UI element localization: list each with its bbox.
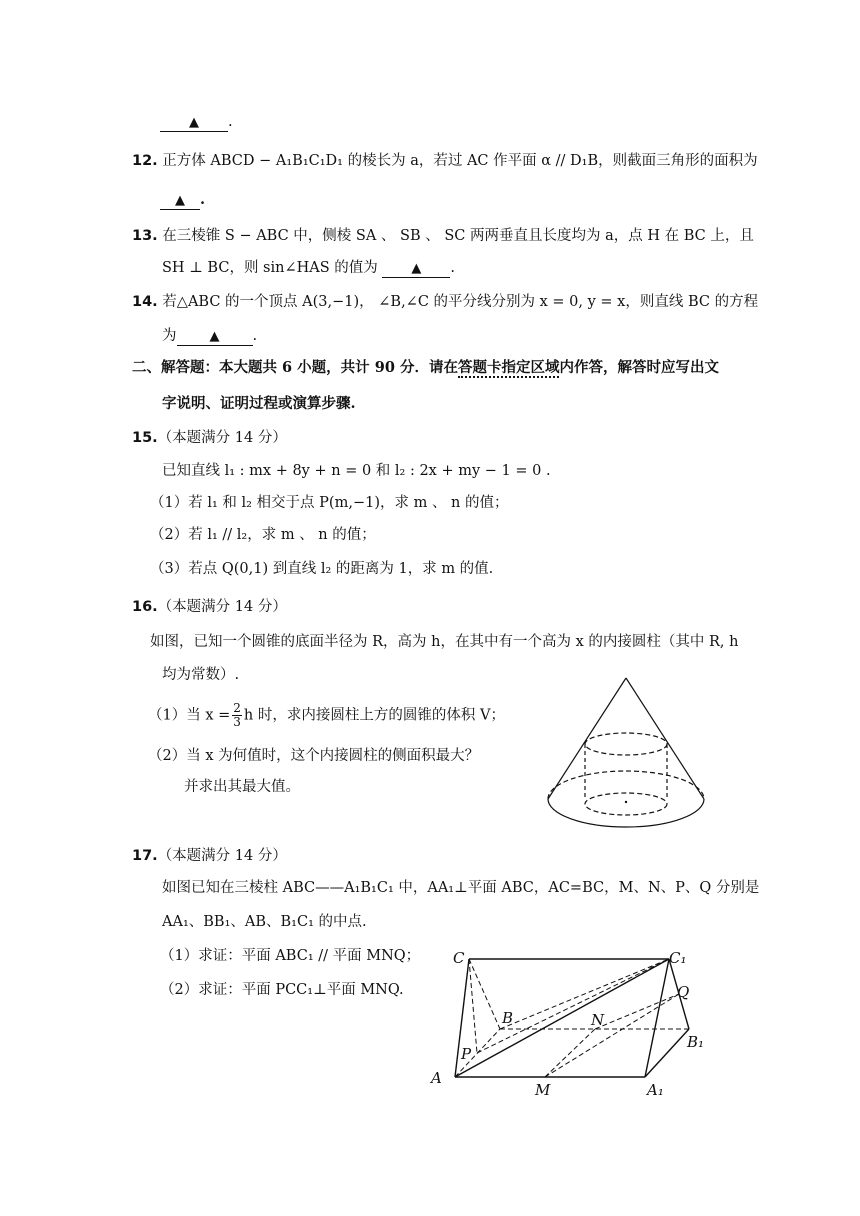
- q16-part-2: （2）当 x 为何值时，这个内接圆柱的侧面积最大？: [148, 748, 480, 764]
- q15-part-2: （2）若 l₁ // l₂，求 m 、 n 的值；: [150, 527, 376, 543]
- section-heading-line2: 字说明、证明过程或演算步骤.: [162, 395, 356, 412]
- q16-part-2-line2: 并求出其最大值。: [184, 779, 300, 795]
- q17-part-1: （1）求证：平面 ABC₁ // 平面 MNQ；: [160, 948, 421, 964]
- answer-blank: ▲: [382, 260, 450, 278]
- label-P: P: [461, 1045, 472, 1063]
- label-A1: A₁: [647, 1081, 664, 1099]
- q15-intro: 已知直线 l₁ : mx + 8y + n = 0 和 l₂ : 2x + my − 1 = 0 .: [162, 463, 551, 479]
- edge-C1-A: [455, 959, 669, 1077]
- label-N: N: [591, 1011, 605, 1029]
- label-C: C: [453, 949, 465, 967]
- answer-blank: ▲: [160, 114, 228, 132]
- cone-right-edge: [626, 678, 704, 799]
- section-heading: 二、解答题：本大题共 6 小题，共计 90 分．请在答题卡指定区域内作答，解答时应写出文: [132, 359, 719, 376]
- label-Q: Q: [677, 983, 690, 1001]
- label-B1: B₁: [687, 1033, 705, 1051]
- segment-N-Q: [595, 994, 679, 1029]
- q16-intro: 如图，已知一个圆锥的底面半径为 R，高为 h，在其中有一个高为 x 的内接圆柱（其中 R, h: [150, 634, 739, 650]
- label-M: M: [535, 1081, 551, 1099]
- question-15: 15.（本题满分 14 分）: [132, 430, 287, 446]
- cone-cylinder-figure: [540, 672, 740, 832]
- cylinder-top: [585, 733, 667, 755]
- cone-left-edge: [548, 678, 626, 799]
- segment-M-N: [545, 1029, 595, 1077]
- edge-A1-B1: [645, 1029, 689, 1077]
- question-12: [132, 151, 758, 171]
- question-text: 正方体 ABCD − A₁B₁C₁D₁ 的棱长为 a，若过 AC 作平面 α // D₁B，则截面三角形的面积为: [162, 153, 758, 169]
- q16-intro-line2: 均为常数）.: [162, 667, 240, 683]
- answer-blank: ▲: [177, 328, 253, 346]
- triangular-prism-figure: [425, 945, 705, 1105]
- label-B: B: [502, 1009, 514, 1027]
- q11-answer-line: ▲ .: [160, 112, 233, 132]
- q17-part-2: （2）求证：平面 PCC₁⊥平面 MNQ.: [160, 982, 404, 998]
- segment-C-P: [469, 959, 477, 1053]
- question-14-line2: 为 ▲ .: [162, 328, 258, 344]
- fraction: $\frac{2}{3}$: [233, 701, 241, 729]
- emphasis-text: 答题卡指定区域: [457, 359, 560, 376]
- label-C1: C₁: [669, 949, 687, 967]
- label-A: A: [431, 1069, 442, 1087]
- question-16: 16.（本题满分 14 分）: [132, 599, 287, 615]
- cone-base-back: [548, 771, 704, 799]
- question-14: 14. 若△ABC 的一个顶点 A(3,−1)， ∠B,∠C 的平分线分别为 x = 0, y = x，则直线 BC 的方程: [132, 294, 759, 310]
- q16-part-1: （1）当 x = $\frac{2}{3}$ h 时，求内接圆柱上方的圆锥的体积 V；: [148, 701, 505, 729]
- q15-part-3: （3）若点 Q(0,1) 到直线 l₂ 的距离为 1，求 m 的值.: [150, 561, 494, 577]
- segment-P-C1: [477, 959, 669, 1053]
- edge-C1-A1: [645, 959, 669, 1077]
- question-13: 13. 在三棱锥 S − ABC 中，侧棱 SA 、 SB 、 SC 两两垂直且长度均为 a，点 H 在 BC 上，且: [132, 228, 754, 244]
- base-center: [625, 801, 627, 803]
- q17-intro: 如图已知在三棱柱 ABC——A₁B₁C₁ 中，AA₁⊥平面 ABC，AC=BC，M、N、P、Q 分别是: [162, 880, 760, 896]
- q15-part-1: （1）若 l₁ 和 l₂ 相交于点 P(m,−1)，求 m 、 n 的值；: [150, 495, 509, 511]
- cone-base-front: [548, 799, 704, 827]
- question-17: 17.（本题满分 14 分）: [132, 848, 287, 864]
- question-number: 12.: [132, 153, 158, 169]
- question-12-answer: ▲ .: [160, 190, 205, 210]
- edge-B-C1: [500, 959, 669, 1029]
- cylinder-bottom: [585, 793, 667, 815]
- question-13-line2: SH ⊥ BC，则 sin∠HAS 的值为 ▲ .: [162, 260, 456, 276]
- q17-intro-line2: AA₁、BB₁、AB、B₁C₁ 的中点.: [162, 914, 367, 930]
- answer-blank: ▲: [160, 191, 200, 210]
